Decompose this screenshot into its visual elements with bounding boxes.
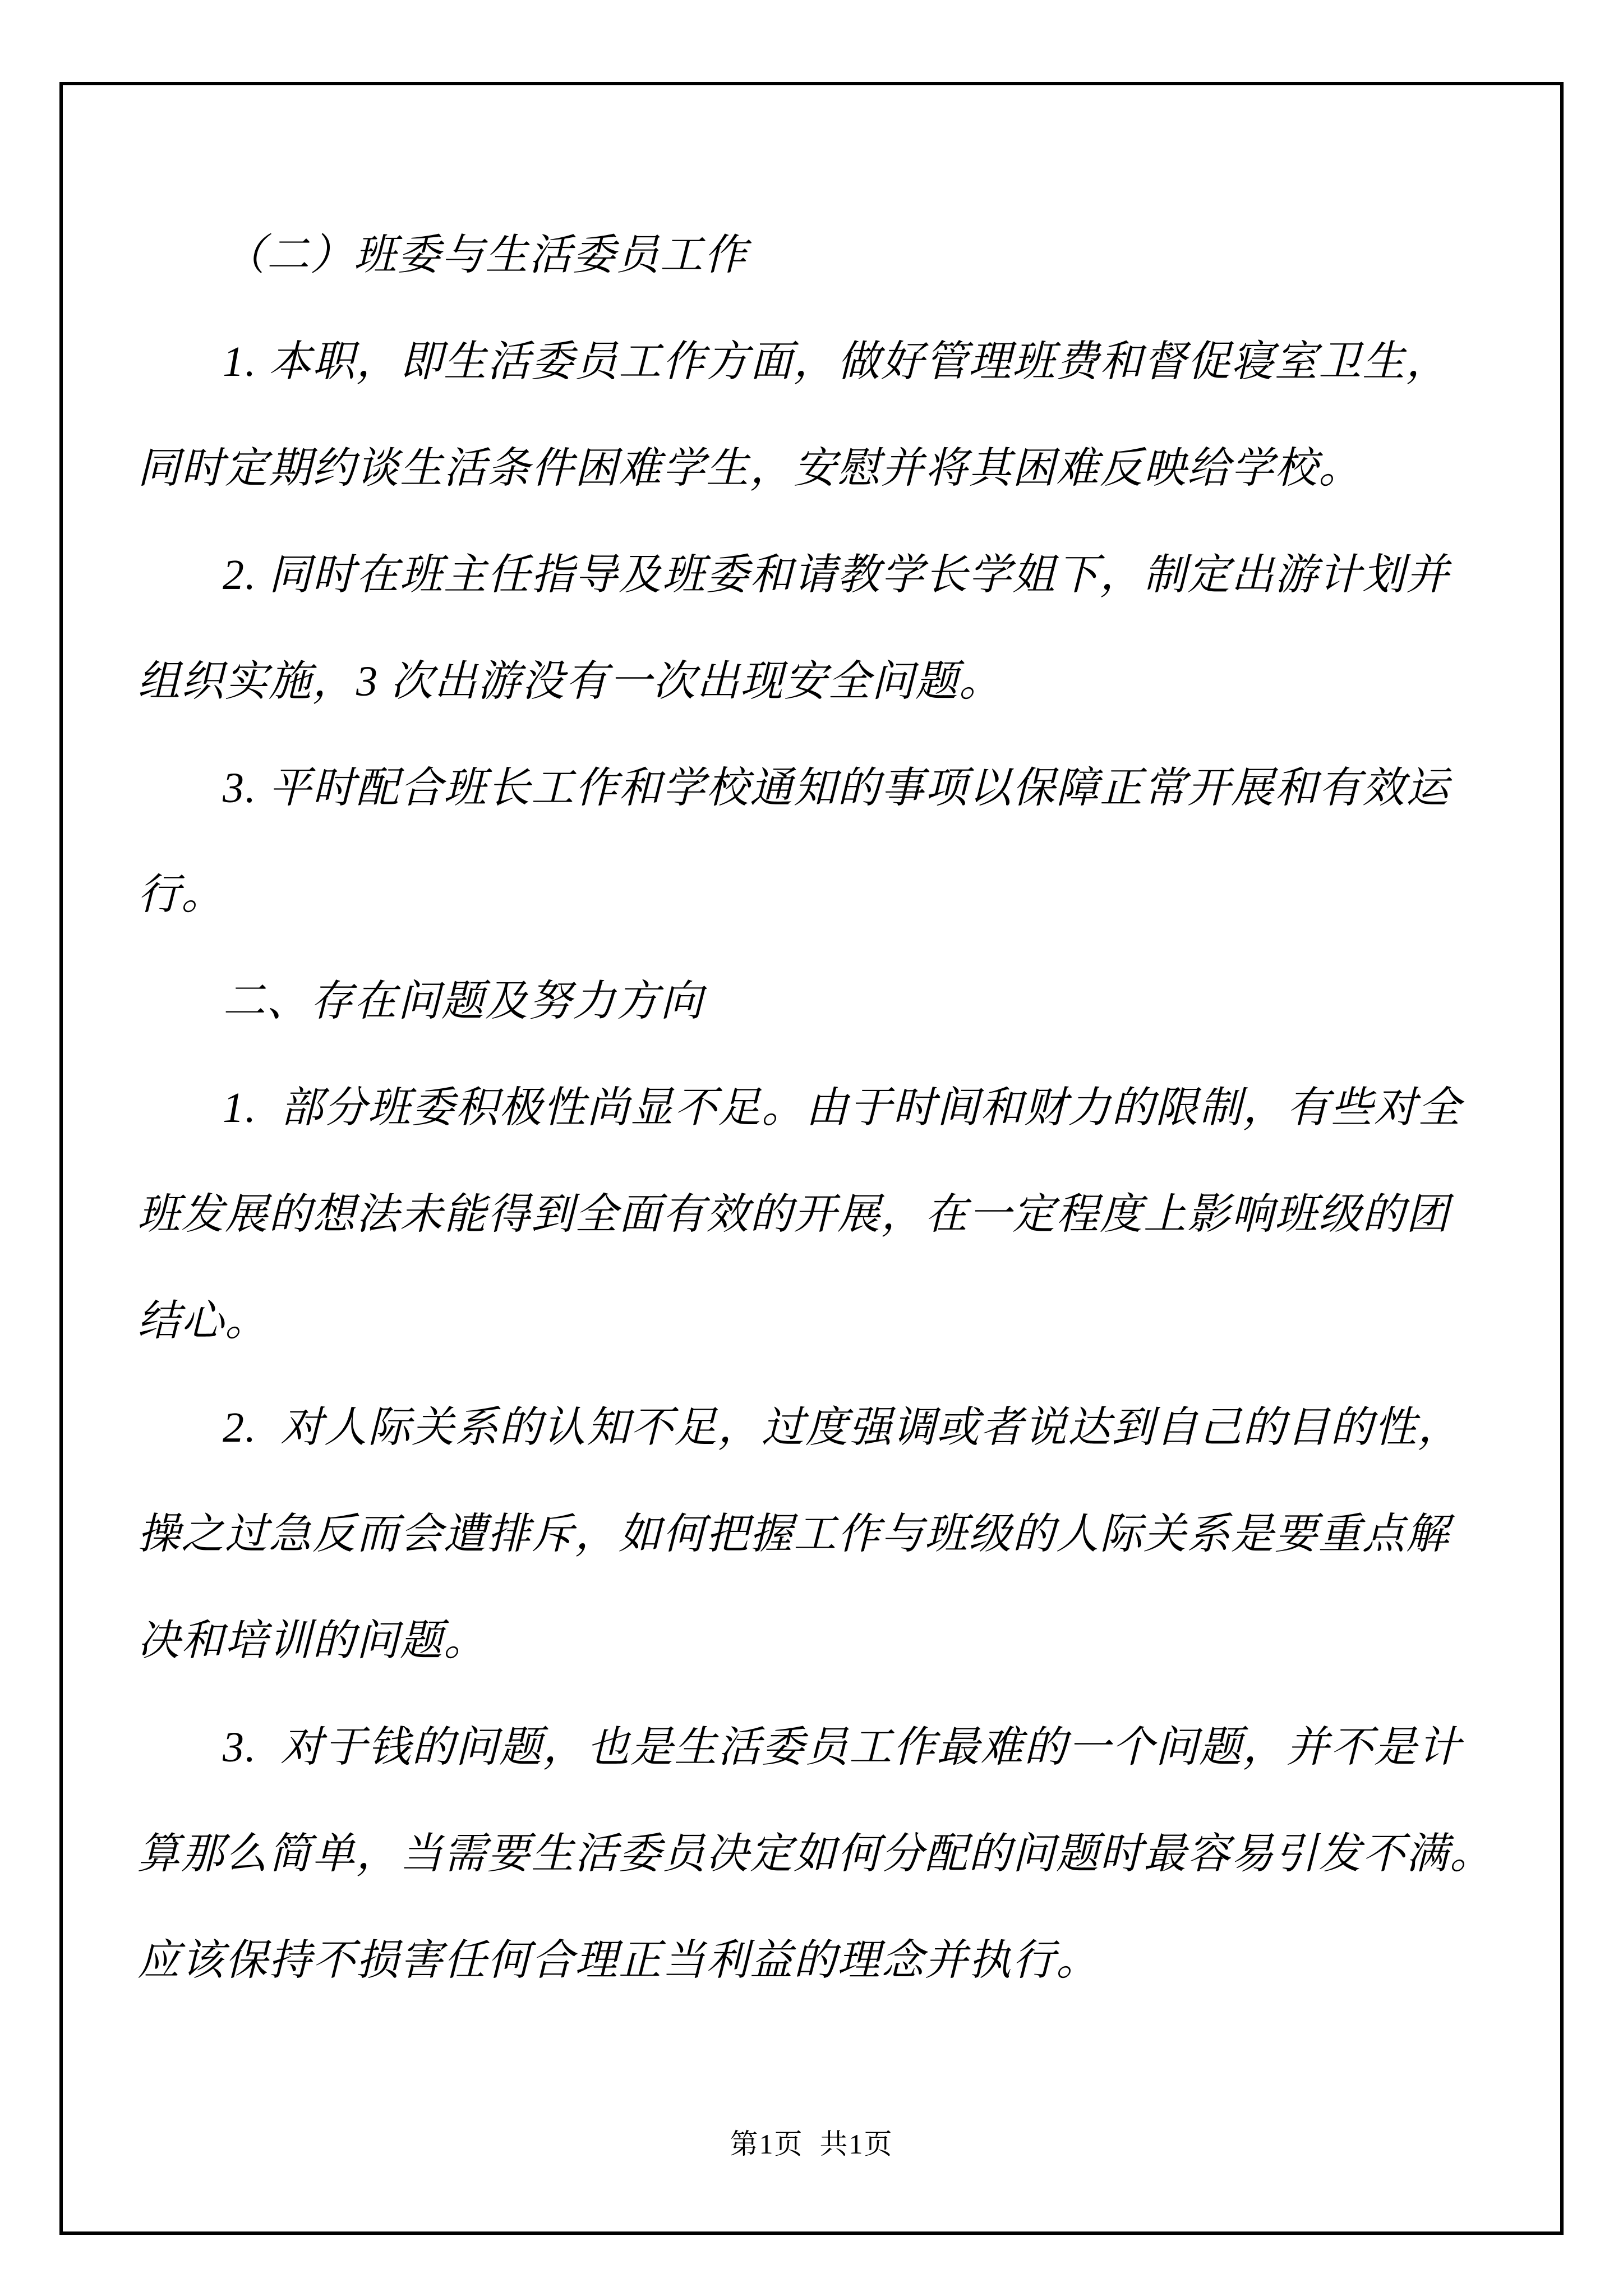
- text-line: 结心。: [137, 1297, 269, 1345]
- text-line: 二、存在问题及努力方向: [223, 978, 704, 1025]
- document-body-text: [137, 202, 1495, 2014]
- text-line: 行。: [137, 871, 225, 918]
- text-line: 应该保持不损害任何合理正当利益的理念并执行。: [137, 1937, 1100, 1984]
- text-line: 班发展的想法未能得到全面有效的开展，在一定程度上影响班级的团: [137, 1191, 1450, 1238]
- text-line: 决和培训的问题。: [137, 1617, 487, 1664]
- text-line: 1. 本职，即生活委员工作方面，做好管理班费和督促寝室卫生，: [223, 338, 1450, 385]
- text-line: 算那么简单，当需要生活委员决定如何分配的问题时最容易引发不满。: [137, 1830, 1493, 1878]
- text-line: 操之过急反而会遭排斥，如何把握工作与班级的人际关系是要重点解: [137, 1511, 1450, 1558]
- text-line: 1. 部分班委积极性尚显不足。由于时间和财力的限制，有些对全: [223, 1084, 1461, 1131]
- page-footer: 第1页 共1页: [730, 2128, 893, 2160]
- text-line: 3. 平时配合班长工作和学校通知的事项以保障正常开展和有效运: [223, 765, 1450, 812]
- text-line: 2. 对人际关系的认知不足，过度强调或者说达到自己的目的性，: [223, 1404, 1461, 1451]
- text-line: （二）班委与生活委员工作: [223, 232, 748, 279]
- text-line: 3. 对于钱的问题，也是生活委员工作最难的一个问题，并不是计: [223, 1724, 1461, 1771]
- text-line: 组织实施，3 次出游没有一次出现安全问题。: [137, 658, 1003, 705]
- text-line: 2. 同时在班主任指导及班委和请教学长学姐下，制定出游计划并: [223, 551, 1450, 599]
- text-line: 同时定期约谈生活条件困难学生，安慰并将其困难反映给学校。: [137, 445, 1362, 492]
